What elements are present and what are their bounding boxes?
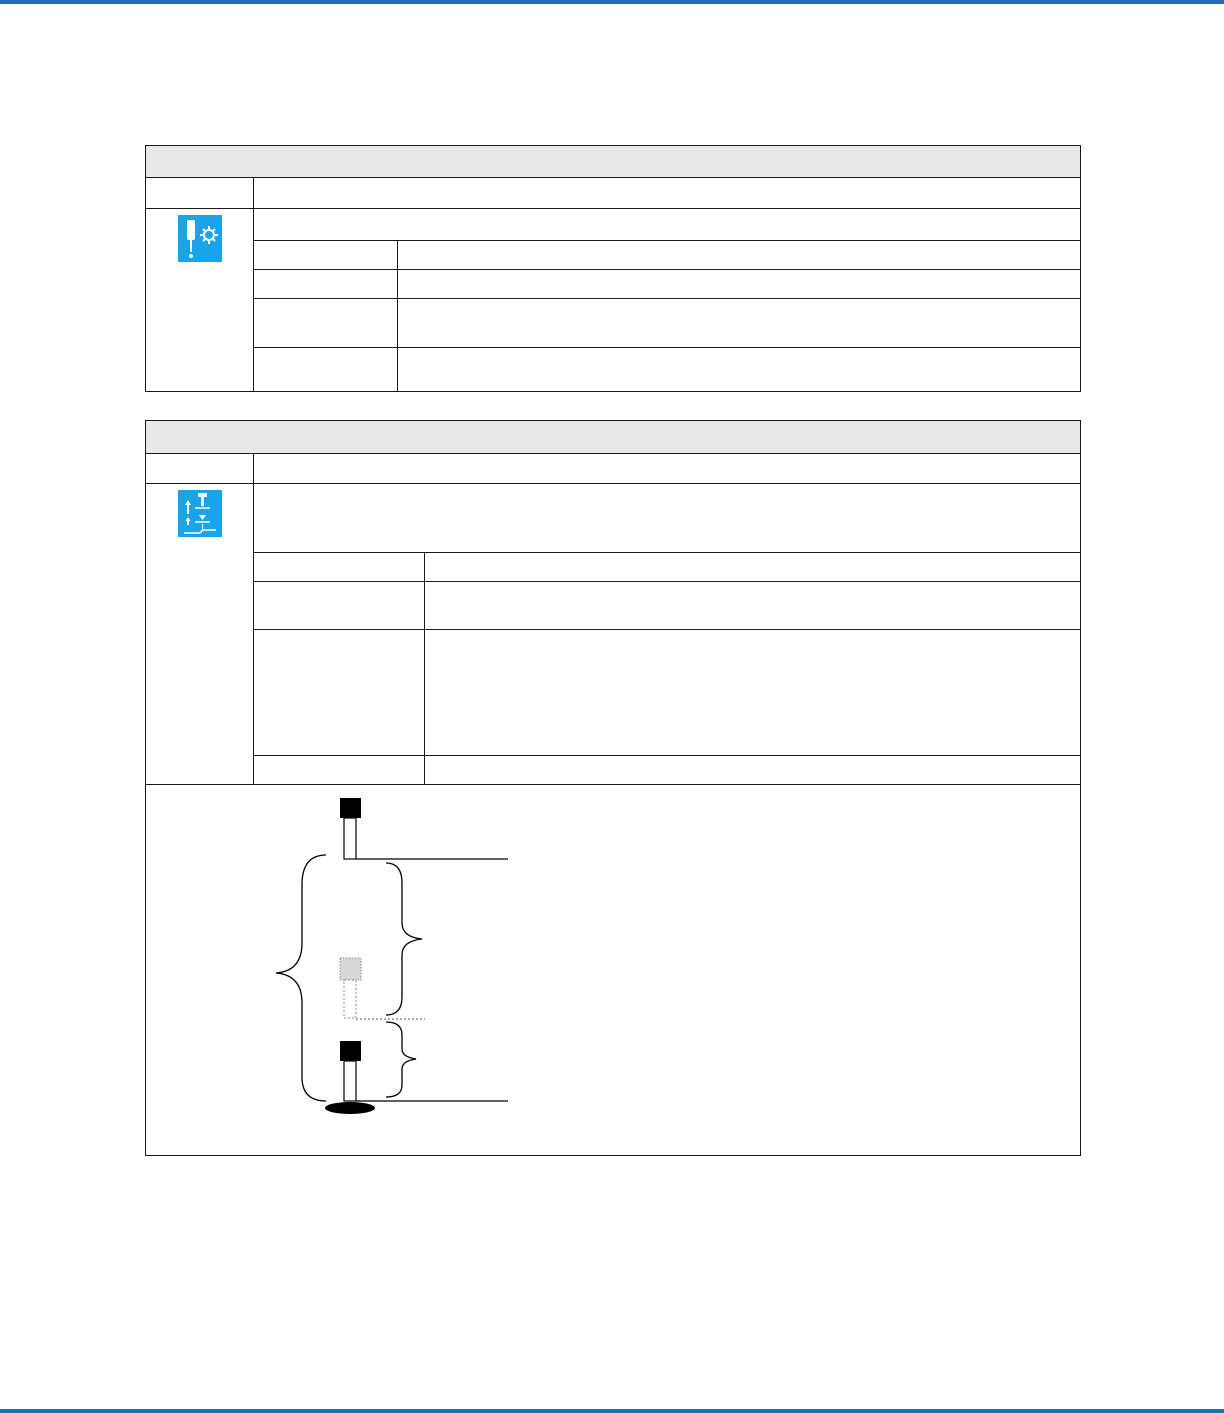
table1-detail-cell	[254, 209, 1081, 392]
table1-row3-label	[254, 298, 397, 347]
settings-table-2	[145, 420, 1081, 1156]
table2-row2-value	[424, 581, 1080, 629]
dispenser-settings-icon	[178, 215, 222, 262]
table2-row1-label	[254, 552, 424, 581]
bottom-rule	[0, 1409, 1224, 1413]
table2-row3-label	[254, 629, 424, 755]
top-rule	[0, 0, 1224, 4]
table1-row1-value	[397, 240, 1080, 269]
table2-detail-cell	[254, 484, 1081, 785]
table2-row1-value	[424, 552, 1080, 581]
table1-label-cell	[146, 178, 254, 209]
table2-icon-cell	[146, 484, 254, 785]
nozzle-tip-top	[344, 818, 356, 859]
substrate-surface	[325, 1102, 375, 1114]
table1-row4-value	[397, 347, 1080, 391]
table1-row1-label	[254, 240, 397, 269]
table1-row4-label	[254, 347, 397, 391]
table2-label-cell	[146, 454, 254, 484]
table2-row4-value	[424, 755, 1080, 784]
nozzle-head-top	[340, 798, 361, 818]
nozzle-tip-bottom	[344, 1061, 356, 1101]
total-travel-brace	[276, 855, 326, 1101]
nozzle-travel-distance-diagram	[146, 785, 1078, 1154]
settings-table-1	[145, 145, 1081, 392]
table1-detail-grid	[254, 209, 1080, 391]
dispenser-height-adjust-icon	[178, 490, 222, 537]
slow-travel-brace	[386, 1022, 416, 1097]
table2-description-row	[254, 484, 1080, 552]
nozzle-head-middle	[340, 958, 361, 980]
table2-value-cell	[254, 454, 1081, 484]
table1-row2-value	[397, 269, 1080, 298]
table1-header	[146, 146, 1081, 178]
table2-row2-label	[254, 581, 424, 629]
nozzle-tip-middle	[344, 980, 356, 1018]
table2-header	[146, 421, 1081, 454]
table1-icon-cell	[146, 209, 254, 392]
table1-row3-value	[397, 298, 1080, 347]
table2-row3-value	[424, 629, 1080, 755]
fast-travel-brace	[386, 863, 422, 1015]
table1-value-cell	[254, 178, 1081, 209]
nozzle-head-bottom	[340, 1041, 361, 1061]
table2-detail-grid	[254, 484, 1080, 784]
table2-diagram-cell	[146, 785, 1081, 1156]
table2-row4-label	[254, 755, 424, 784]
table1-row2-label	[254, 269, 397, 298]
table1-description-row	[254, 209, 1080, 240]
